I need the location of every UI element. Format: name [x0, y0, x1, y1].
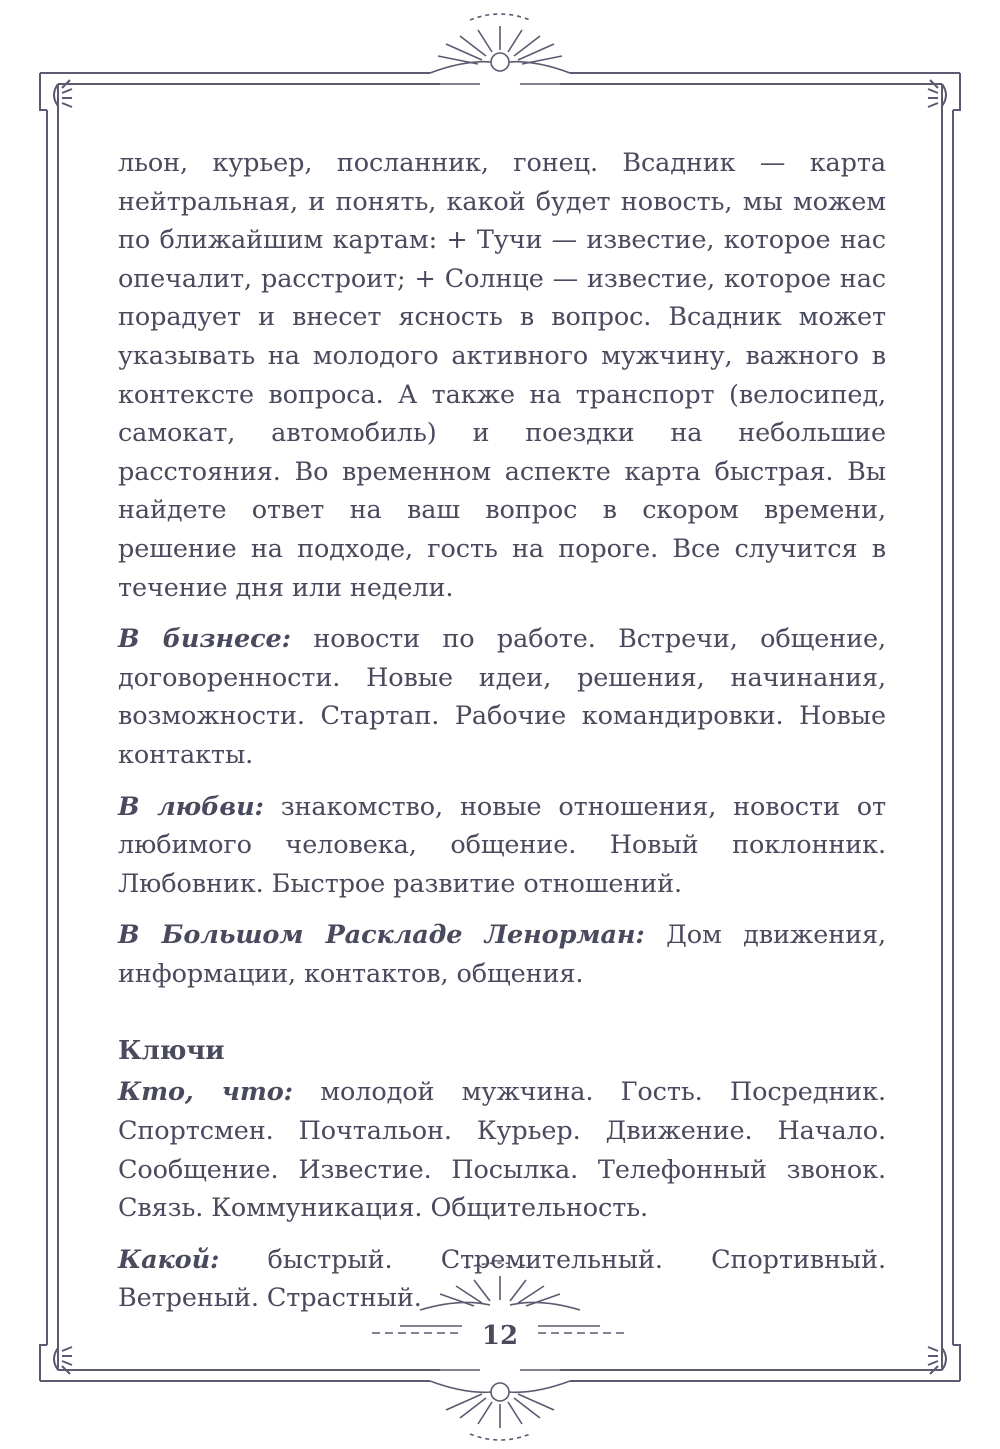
corner-ornament-top-right	[928, 73, 960, 110]
key-which-text: быстрый. Стремительный. Спортивный. Ветреный. Страстный.	[118, 1244, 886, 1314]
aspect-business-label: В бизнесе:	[118, 624, 291, 655]
top-sunburst-ornament	[430, 14, 570, 84]
aspect-love-label: В любви:	[118, 791, 264, 822]
aspect-love	[118, 788, 886, 904]
key-who-what-label: Кто, что:	[118, 1077, 293, 1108]
corner-ornament-bottom-right	[928, 1345, 960, 1381]
body-paragraph: льон, курьер, посланник, гонец. Всадник — карта нейтральная, и понять, какой будет новость, мы можем по ближайшим картам: + Тучи — известие, которое нас опечалит, расстроит; + Солнце — известие, которое нас порадует и внесет ясность в вопрос. Всадник может указывать на молодого активного мужчину, важного в контексте вопроса. А также на транспорт (велосипед, самокат, автомобиль) и поездки на небольшие расстояния. Во временном аспекте карта быстрая. Вы найдете ответ на ваш вопрос в скором времени, решение на подходе, гость на пороге. Все случится в течение дня или недели.	[118, 148, 886, 603]
page-number: 12	[481, 1321, 519, 1351]
key-who-what-text: молодой мужчина. Гость. Посредник. Спортсмен. Почтальон. Курьер. Движение. Начало. Сообщение. Известие. Посылка. Телефонный звонок. Связь. Коммуникация. Общительность.	[118, 1077, 886, 1224]
key-who-what	[118, 1073, 886, 1227]
key-which	[118, 1241, 886, 1318]
aspect-business	[118, 620, 886, 774]
key-which-label: Какой:	[118, 1244, 220, 1275]
bottom-sunburst-ornament	[430, 1370, 570, 1440]
keys-heading: Ключи	[118, 1036, 225, 1067]
aspect-business-text: новости по работе. Встречи, общение, договоренности. Новые идеи, решения, начинания, возможности. Стартап. Рабочие командировки. Новые контакты.	[118, 624, 886, 770]
page-content	[118, 144, 886, 1318]
corner-ornament-bottom-left	[40, 1345, 72, 1381]
aspect-love-text: знакомство, новые отношения, новости от любимого человека, общение. Новый поклонник. Любовник. Быстрое развитие отношений.	[118, 791, 887, 899]
aspect-grand-tableau	[118, 916, 886, 993]
corner-ornament-top-left	[40, 73, 72, 110]
aspect-grand-tableau-text: Дом движения, информации, контактов, общения.	[118, 920, 886, 989]
aspect-grand-tableau-label: В Большом Раскладе Ленорман:	[118, 920, 645, 951]
